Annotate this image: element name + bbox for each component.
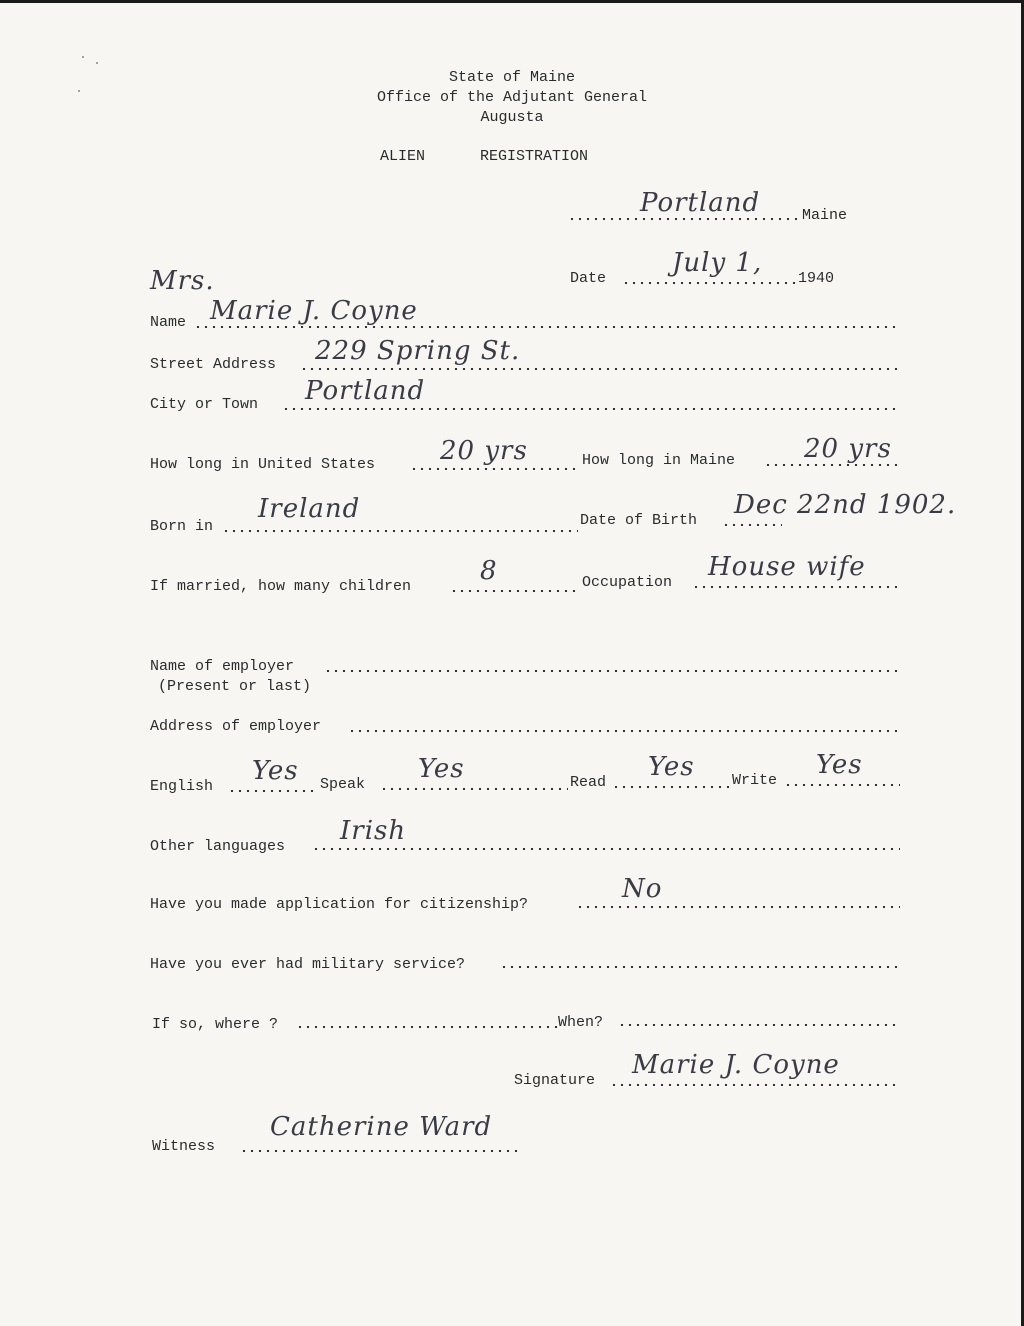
scan-speck	[82, 56, 84, 58]
citizenship-label: Have you made application for citizenship?	[150, 896, 529, 913]
where-dots	[296, 1026, 558, 1028]
us-time-value: 20 yrs	[440, 436, 528, 466]
employer-dots	[324, 670, 900, 672]
signature-dots	[610, 1084, 900, 1086]
signature-label: Signature	[514, 1072, 596, 1089]
employer-sublabel: (Present or last)	[158, 678, 312, 695]
header-office: Office of the Adjutant General	[376, 89, 648, 106]
street-label: Street Address	[150, 356, 277, 373]
us-time-label: How long in United States	[150, 456, 376, 473]
dob-dots	[722, 524, 782, 526]
dob-label: Date of Birth	[580, 512, 698, 529]
name-value: Marie J. Coyne	[210, 296, 418, 326]
speak-label: Speak	[320, 776, 366, 793]
read-label: Read	[570, 774, 607, 791]
when-dots	[618, 1024, 900, 1026]
other-languages-dots	[312, 848, 900, 850]
witness-value: Catherine Ward	[270, 1112, 493, 1142]
employer-label: Name of employer	[150, 658, 295, 675]
city-dots	[282, 408, 900, 410]
english-value: Yes	[252, 756, 299, 786]
date-label: Date	[570, 270, 607, 287]
where-label: If so, where ?	[152, 1016, 279, 1033]
dob-value: Dec 22nd 1902.	[734, 490, 957, 520]
other-languages-value: Irish	[340, 816, 407, 846]
title-prefix: Mrs.	[150, 266, 215, 296]
witness-label: Witness	[152, 1138, 216, 1155]
maine-time-value: 20 yrs	[804, 434, 892, 464]
date-year: 1940	[798, 270, 835, 287]
military-label: Have you ever had military service?	[150, 956, 466, 973]
name-dots	[194, 326, 900, 328]
occupation-value: House wife	[708, 552, 866, 582]
maine-time-label: How long in Maine	[582, 452, 736, 469]
military-dots	[500, 966, 900, 968]
english-dots	[228, 790, 316, 792]
witness-dots	[240, 1150, 518, 1152]
form-title-alien: ALIEN	[380, 148, 426, 165]
city-label: City or Town	[150, 396, 259, 413]
name-label: Name	[150, 314, 187, 331]
date-value: July 1,	[672, 248, 763, 278]
header-state: State of Maine	[448, 69, 576, 86]
scan-border-top	[0, 0, 1024, 3]
scan-speck	[96, 62, 98, 64]
employer-address-label: Address of employer	[150, 718, 322, 735]
speak-value: Yes	[418, 754, 465, 784]
header-city: Augusta	[480, 109, 544, 126]
children-dots	[450, 590, 578, 592]
read-dots	[612, 786, 730, 788]
signature-value: Marie J. Coyne	[632, 1050, 840, 1080]
write-value: Yes	[816, 750, 863, 780]
maine-time-dots	[764, 464, 900, 466]
children-value: 8	[480, 556, 498, 586]
english-label: English	[150, 778, 214, 795]
us-time-dots	[410, 468, 580, 470]
place-value: Portland	[640, 188, 761, 218]
place-suffix: Maine	[802, 207, 848, 224]
city-value: Portland	[305, 376, 426, 406]
employer-address-dots	[348, 730, 900, 732]
write-dots	[784, 784, 900, 786]
citizenship-value: No	[622, 874, 663, 904]
when-label: When?	[558, 1014, 604, 1031]
born-dots	[222, 530, 578, 532]
street-dots	[300, 368, 900, 370]
occupation-label: Occupation	[582, 574, 673, 591]
other-languages-label: Other languages	[150, 838, 286, 855]
speak-dots	[380, 788, 568, 790]
street-value: 229 Spring St.	[315, 336, 521, 366]
children-label: If married, how many children	[150, 578, 412, 595]
read-value: Yes	[648, 752, 695, 782]
date-dots	[622, 282, 798, 284]
place-dots	[568, 218, 800, 220]
born-value: Ireland	[258, 494, 361, 524]
form-title-registration: REGISTRATION	[480, 148, 589, 165]
occupation-dots	[692, 586, 900, 588]
citizenship-dots	[576, 906, 900, 908]
write-label: Write	[732, 772, 778, 789]
born-label: Born in	[150, 518, 214, 535]
